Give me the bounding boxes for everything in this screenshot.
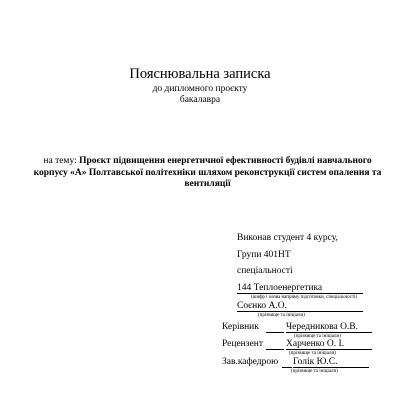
reviewer-signature-line — [266, 349, 284, 350]
reviewer-name: Харченко О. І. — [286, 339, 345, 349]
topic-text: Проєкт підвищення енергетичної ефективності будівлі навчального корпусу «А» Полтавської політехніки шляхом реконструкції систем опалення та вентиляції — [33, 156, 382, 189]
document-subtitle-2: бакалавра — [179, 95, 221, 105]
document-title: Пояснювальна записка — [129, 66, 271, 82]
specialty-underline — [237, 293, 363, 294]
head-of-department-signature-line — [282, 367, 292, 368]
head-of-department-caption: (прізвище та ініціали) — [291, 369, 338, 374]
head-of-department-label: Зав.кафедрою — [222, 357, 279, 367]
student-name-caption: (прізвище та ініціали) — [258, 313, 305, 318]
reviewer-label: Рецензент — [222, 339, 263, 349]
supervisor-label: Керівник — [222, 322, 259, 332]
supervisor-caption: (прізвище та ініціали) — [294, 334, 341, 339]
reviewer-caption: (прізвище та ініціали) — [289, 351, 336, 356]
student-name-underline — [237, 311, 363, 312]
supervisor-signature-line — [266, 332, 284, 333]
document-subtitle-1: до дипломного проєкту — [152, 84, 248, 94]
specialty-caption: (шифр і назва напряму підготовки, спеціальності) — [251, 295, 358, 300]
student-name: Соєнко А.О. — [237, 301, 287, 311]
supervisor-name: Чередникова О.В. — [286, 322, 359, 332]
supervisor-name-underline — [286, 332, 372, 333]
reviewer-name-underline — [286, 349, 372, 350]
author-line-2: Групи 401НТ — [237, 250, 291, 260]
head-of-department-name: Голік Ю.С. — [293, 357, 338, 367]
project-topic — [30, 156, 385, 191]
author-line-1: Виконав студент 4 курсу, — [237, 233, 338, 243]
author-line-3: спеціальності — [237, 266, 293, 276]
specialty-value: 144 Теплоенергетика — [237, 283, 323, 293]
head-of-department-name-underline — [293, 367, 369, 368]
topic-prefix: на тему: — [43, 156, 77, 166]
